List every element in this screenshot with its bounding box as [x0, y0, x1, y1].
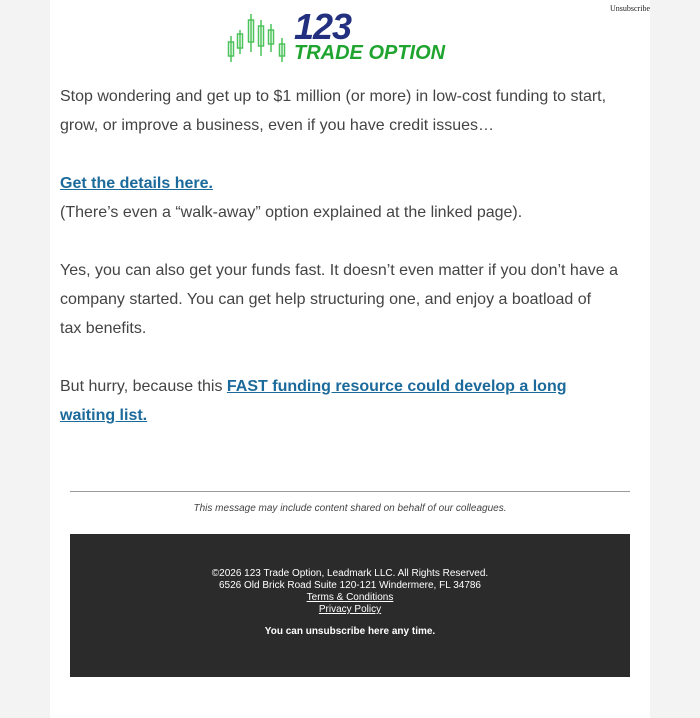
footer [70, 534, 630, 677]
fast-funding-link[interactable]: FAST funding resource could develop a long waiting list. [60, 378, 567, 424]
email-body [60, 82, 620, 430]
intro-paragraph: Stop wondering and get up to $1 million (or more) in low-cost funding to start, grow, or improve a business, even if you have credit issues… [60, 88, 607, 134]
hurry-paragraph [60, 372, 620, 430]
disclaimer-text: This message may include content shared on behalf of our colleagues. [193, 503, 507, 514]
privacy-link[interactable]: Privacy Policy [318, 604, 382, 615]
details-link[interactable]: Get the details here. [60, 175, 213, 192]
logo [226, 6, 476, 66]
terms-link[interactable]: Terms & Conditions [306, 592, 394, 603]
address-text: 6526 Old Brick Road Suite 120-121 Windermere, FL 34786 [219, 580, 481, 591]
funds-paragraph-line-2: company started. You can get help structuring one, and enjoy a boatload of [60, 291, 592, 308]
funds-paragraph-line-1: Yes, you can also get your funds fast. It doesn’t even matter if you don’t have a [60, 262, 618, 279]
logo-numbers: 123 [294, 6, 352, 47]
footer-divider [70, 491, 630, 492]
copyright-text: ©2026 123 Trade Option, Leadmark LLC. All Rights Reserved. [211, 568, 489, 579]
email-container [50, 0, 650, 718]
funds-paragraph-line-3: tax benefits. [60, 320, 147, 337]
hurry-prefix: But hurry, because this [60, 378, 227, 395]
walk-away-note: (There’s even a “walk-away” option explained at the linked page). [60, 204, 523, 221]
unsubscribe-link[interactable]: Unsubscribe [610, 4, 650, 13]
unsubscribe-footer-text[interactable]: You can unsubscribe here any time. [264, 626, 436, 637]
candlestick-chart-icon [226, 12, 288, 66]
logo-brand-text: TRADE OPTION [294, 42, 446, 64]
